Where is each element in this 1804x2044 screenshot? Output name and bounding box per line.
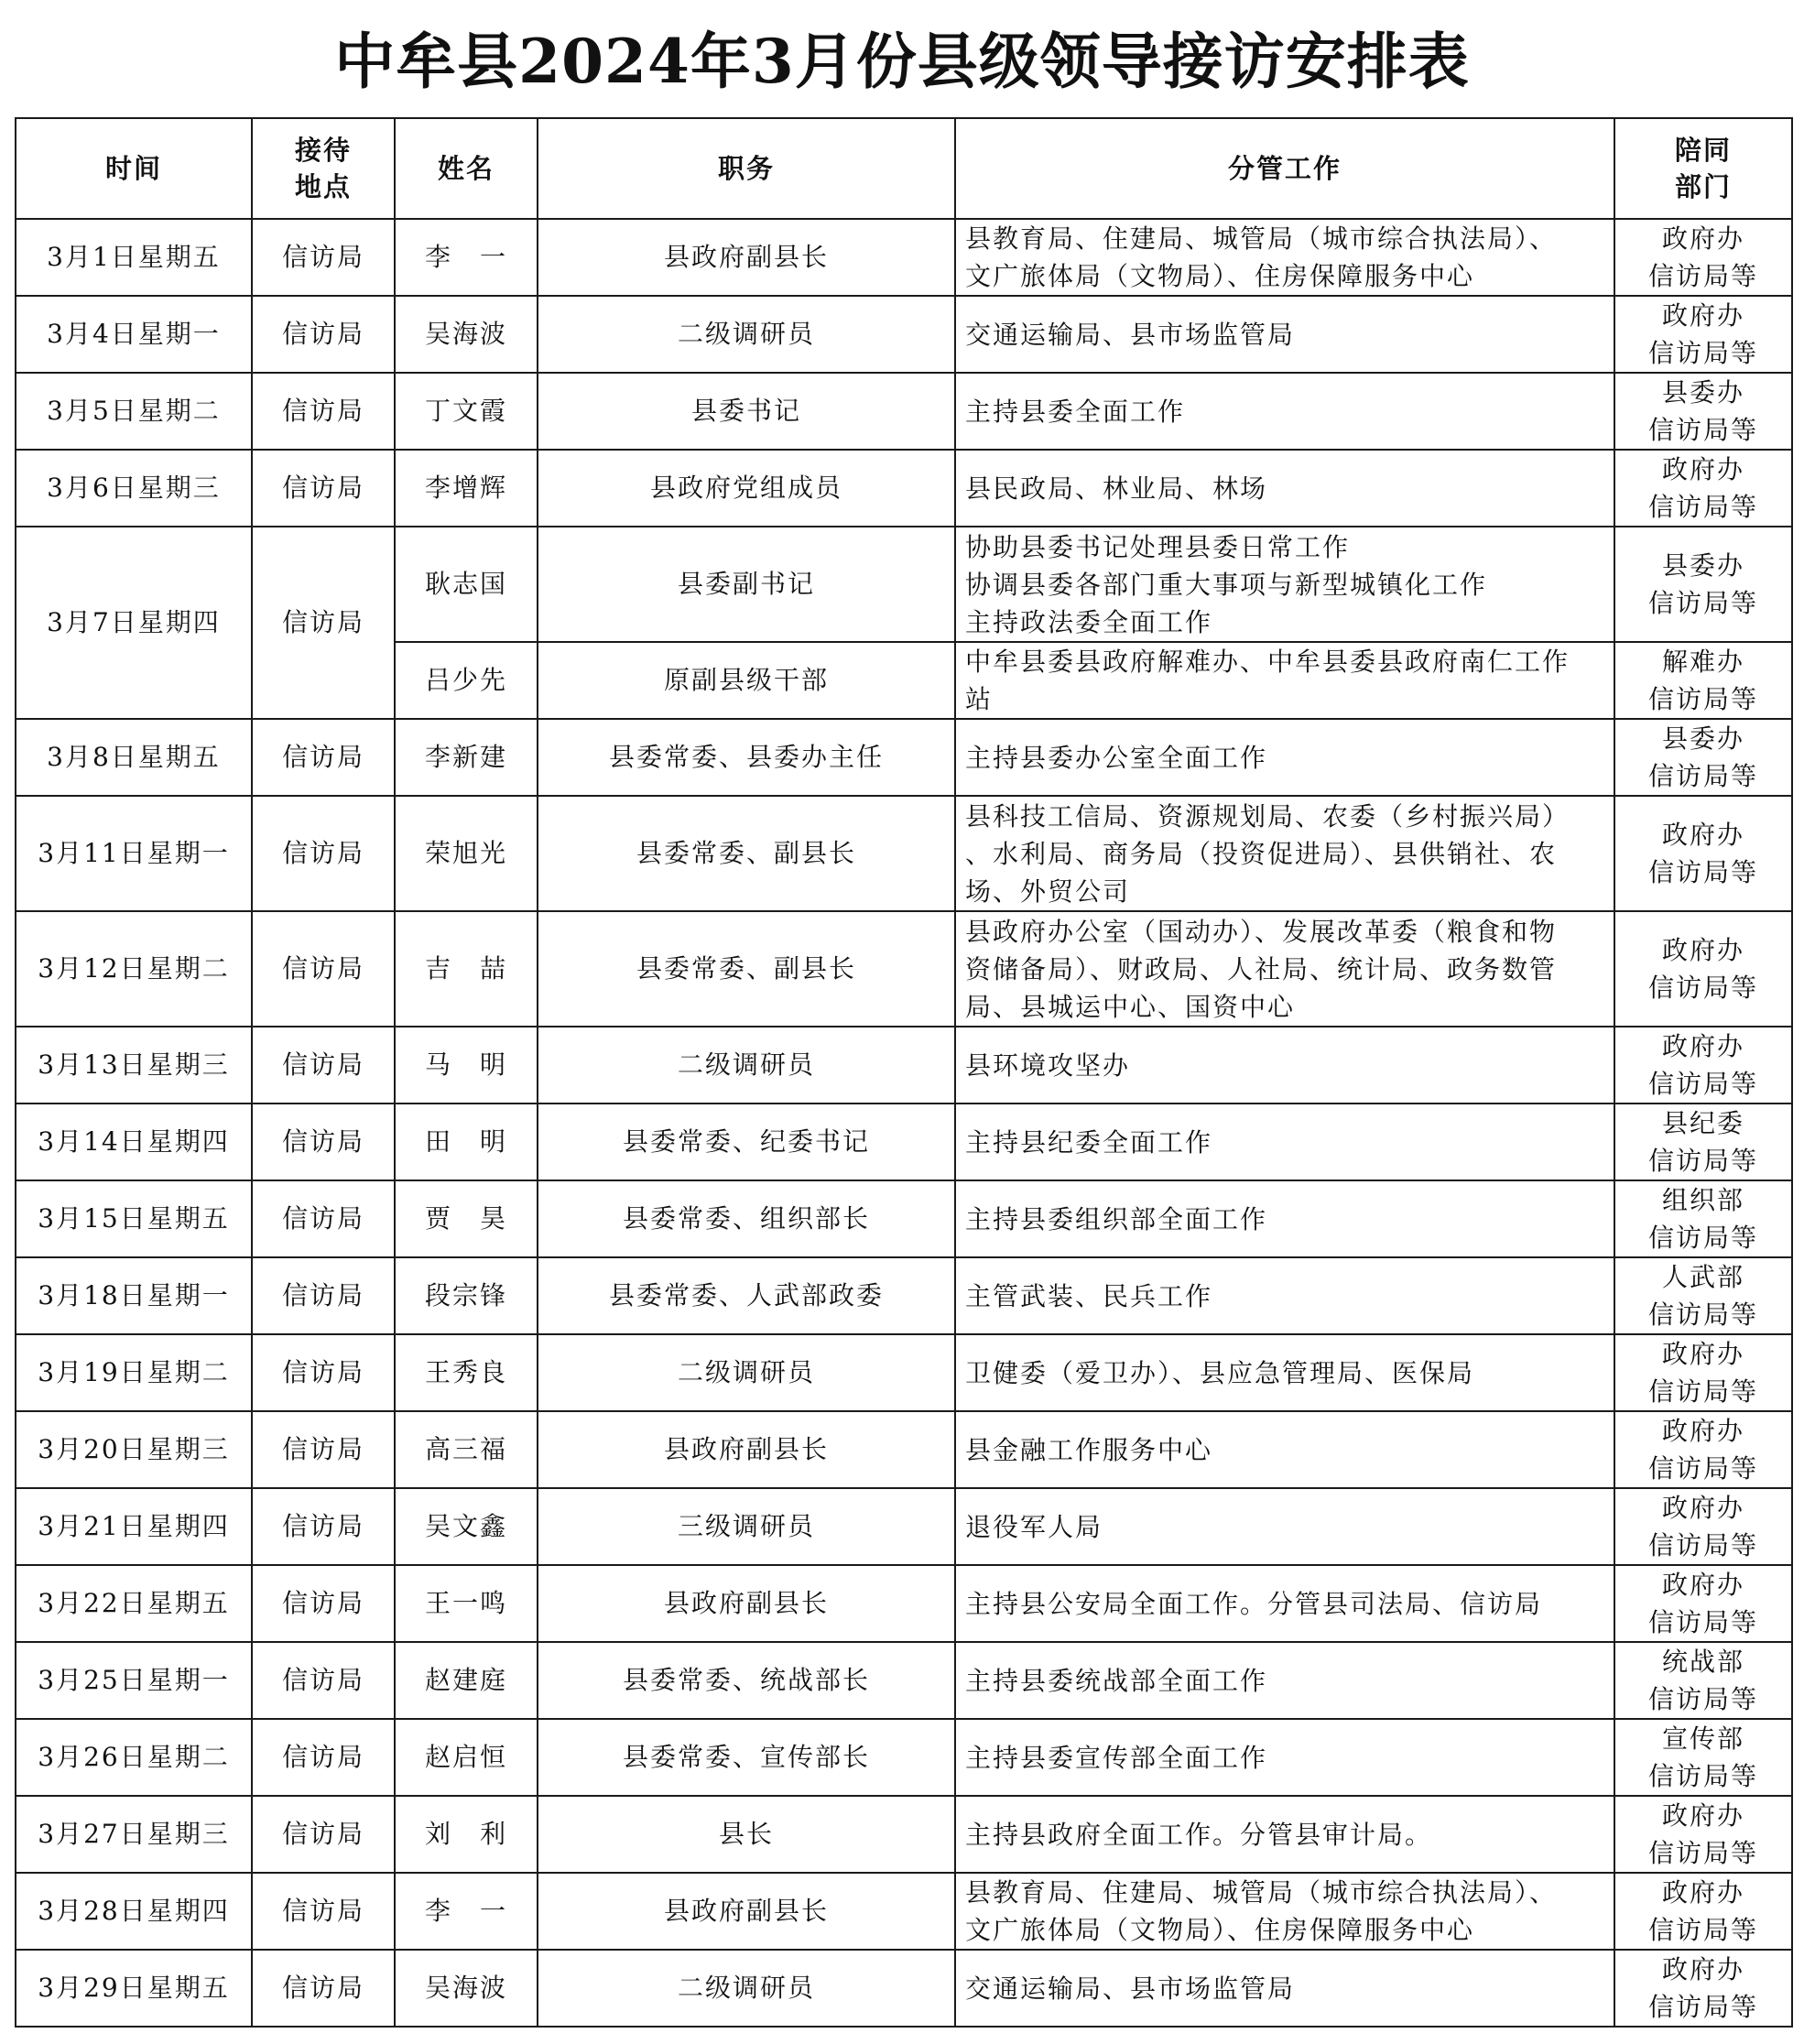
header-name: 姓名 [395,118,538,219]
accompany-cell: 政府办 信访局等 [1614,1873,1792,1950]
header-duty: 分管工作 [955,118,1614,219]
duty-cell: 退役军人局 [955,1488,1614,1565]
page-title: 中牟县2024年3月份县级领导接访安排表 [334,26,1470,97]
date-cell: 3月18日星期一 [16,1257,252,1334]
place-cell: 信访局 [252,796,395,911]
position-cell: 县委常委、副县长 [538,796,955,911]
place-cell: 信访局 [252,1488,395,1565]
date-cell: 3月1日星期五 [16,219,252,296]
table-row [16,796,1792,911]
name-cell: 王一鸣 [395,1565,538,1642]
header-accompany: 陪同 部门 [1614,118,1792,219]
date-cell: 3月8日星期五 [16,719,252,796]
accompany-cell: 组织部 信访局等 [1614,1180,1792,1257]
date-cell: 3月28日星期四 [16,1873,252,1950]
name-cell: 马 明 [395,1027,538,1104]
place-cell: 信访局 [252,527,395,719]
date-cell: 3月19日星期二 [16,1334,252,1411]
duty-cell: 县科技工信局、资源规划局、农委（乡村振兴局） 、水利局、商务局（投资促进局）、县供销社、农 场、外贸公司 [955,796,1614,911]
place-cell: 信访局 [252,1873,395,1950]
place-cell: 信访局 [252,1257,395,1334]
name-cell: 吉 喆 [395,911,538,1027]
duty-cell: 县教育局、住建局、城管局（城市综合执法局）、 文广旅体局（文物局）、住房保障服务中心 [955,219,1614,296]
duty-cell: 主持县委全面工作 [955,373,1614,450]
position-cell: 县委常委、人武部政委 [538,1257,955,1334]
duty-cell: 县政府办公室（国动办）、发展改革委（粮食和物 资储备局）、财政局、人社局、统计局、政务数管 局、县城运中心、国资中心 [955,911,1614,1027]
header-position: 职务 [538,118,955,219]
position-cell: 原副县级干部 [538,642,955,719]
table-row [16,219,1792,296]
accompany-cell: 政府办 信访局等 [1614,1565,1792,1642]
place-cell: 信访局 [252,1334,395,1411]
accompany-cell: 政府办 信访局等 [1614,911,1792,1027]
name-cell: 吴海波 [395,296,538,373]
place-cell: 信访局 [252,1565,395,1642]
date-cell: 3月20日星期三 [16,1411,252,1488]
position-cell: 二级调研员 [538,1950,955,2027]
duty-cell: 主持县政府全面工作。分管县审计局。 [955,1796,1614,1873]
place-cell: 信访局 [252,1104,395,1180]
place-cell: 信访局 [252,1027,395,1104]
name-cell: 耿志国 [395,527,538,642]
table-row [16,1950,1792,2027]
date-cell: 3月25日星期一 [16,1642,252,1719]
header-time: 时间 [16,118,252,219]
table-row [16,1411,1792,1488]
position-cell: 县政府副县长 [538,1565,955,1642]
date-cell: 3月27日星期三 [16,1796,252,1873]
accompany-cell: 县委办 信访局等 [1614,719,1792,796]
duty-cell: 县金融工作服务中心 [955,1411,1614,1488]
duty-cell: 县教育局、住建局、城管局（城市综合执法局）、 文广旅体局（文物局）、住房保障服务中心 [955,1873,1614,1950]
name-cell: 贾 昊 [395,1180,538,1257]
duty-cell: 主持县纪委全面工作 [955,1104,1614,1180]
place-cell: 信访局 [252,1642,395,1719]
header-row [16,118,1792,219]
accompany-cell: 政府办 信访局等 [1614,1488,1792,1565]
position-cell: 二级调研员 [538,1334,955,1411]
table-row [16,1488,1792,1565]
place-cell: 信访局 [252,1180,395,1257]
table-row [16,1565,1792,1642]
accompany-cell: 政府办 信访局等 [1614,450,1792,527]
name-cell: 丁文霞 [395,373,538,450]
accompany-cell: 统战部 信访局等 [1614,1642,1792,1719]
table-row [16,450,1792,527]
position-cell: 二级调研员 [538,296,955,373]
position-cell: 县委常委、组织部长 [538,1180,955,1257]
date-cell: 3月13日星期三 [16,1027,252,1104]
duty-cell: 卫健委（爱卫办）、县应急管理局、医保局 [955,1334,1614,1411]
duty-cell: 县环境攻坚办 [955,1027,1614,1104]
accompany-cell: 县委办 信访局等 [1614,527,1792,642]
place-cell: 信访局 [252,373,395,450]
position-cell: 县委常委、县委办主任 [538,719,955,796]
duty-cell: 主持县公安局全面工作。分管县司法局、信访局 [955,1565,1614,1642]
accompany-cell: 政府办 信访局等 [1614,1027,1792,1104]
table-row [16,1257,1792,1334]
position-cell: 县政府副县长 [538,1873,955,1950]
place-cell: 信访局 [252,719,395,796]
date-cell: 3月15日星期五 [16,1180,252,1257]
table-row [16,296,1792,373]
accompany-cell: 宣传部 信访局等 [1614,1719,1792,1796]
name-cell: 刘 利 [395,1796,538,1873]
position-cell: 二级调研员 [538,1027,955,1104]
accompany-cell: 政府办 信访局等 [1614,1950,1792,2027]
table-row [16,1796,1792,1873]
date-cell: 3月5日星期二 [16,373,252,450]
table-row [16,1027,1792,1104]
accompany-cell: 县委办 信访局等 [1614,373,1792,450]
accompany-cell: 县纪委 信访局等 [1614,1104,1792,1180]
position-cell: 县政府副县长 [538,219,955,296]
date-cell: 3月26日星期二 [16,1719,252,1796]
position-cell: 县委常委、宣传部长 [538,1719,955,1796]
place-cell: 信访局 [252,1950,395,2027]
table-row [16,1334,1792,1411]
header-place: 接待 地点 [252,118,395,219]
date-cell: 3月29日星期五 [16,1950,252,2027]
duty-cell: 主管武装、民兵工作 [955,1257,1614,1334]
name-cell: 田 明 [395,1104,538,1180]
place-cell: 信访局 [252,1719,395,1796]
duty-cell: 主持县委宣传部全面工作 [955,1719,1614,1796]
schedule-table [15,117,1793,2028]
date-cell: 3月14日星期四 [16,1104,252,1180]
duty-cell: 协助县委书记处理县委日常工作 协调县委各部门重大事项与新型城镇化工作 主持政法委全面工作 [955,527,1614,642]
duty-cell: 交通运输局、县市场监管局 [955,296,1614,373]
name-cell: 李增辉 [395,450,538,527]
name-cell: 吴文鑫 [395,1488,538,1565]
name-cell: 王秀良 [395,1334,538,1411]
table-row [16,1719,1792,1796]
place-cell: 信访局 [252,1411,395,1488]
position-cell: 县委副书记 [538,527,955,642]
name-cell: 吴海波 [395,1950,538,2027]
date-cell: 3月11日星期一 [16,796,252,911]
date-cell: 3月12日星期二 [16,911,252,1027]
name-cell: 段宗锋 [395,1257,538,1334]
table-row [16,373,1792,450]
table-row [16,911,1792,1027]
name-cell: 荣旭光 [395,796,538,911]
duty-cell: 主持县委办公室全面工作 [955,719,1614,796]
place-cell: 信访局 [252,1796,395,1873]
date-cell: 3月4日星期一 [16,296,252,373]
name-cell: 李 一 [395,1873,538,1950]
place-cell: 信访局 [252,219,395,296]
position-cell: 县委常委、统战部长 [538,1642,955,1719]
name-cell: 李 一 [395,219,538,296]
position-cell: 县长 [538,1796,955,1873]
position-cell: 县委常委、纪委书记 [538,1104,955,1180]
date-cell: 3月21日星期四 [16,1488,252,1565]
accompany-cell: 政府办 信访局等 [1614,219,1792,296]
table-row [16,527,1792,642]
date-cell: 3月6日星期三 [16,450,252,527]
table-row [16,1104,1792,1180]
date-cell: 3月22日星期五 [16,1565,252,1642]
accompany-cell: 政府办 信访局等 [1614,1796,1792,1873]
duty-cell: 县民政局、林业局、林场 [955,450,1614,527]
position-cell: 县委书记 [538,373,955,450]
duty-cell: 主持县委统战部全面工作 [955,1642,1614,1719]
duty-cell: 中牟县委县政府解难办、中牟县委县政府南仁工作 站 [955,642,1614,719]
accompany-cell: 政府办 信访局等 [1614,1411,1792,1488]
accompany-cell: 解难办 信访局等 [1614,642,1792,719]
name-cell: 赵启恒 [395,1719,538,1796]
place-cell: 信访局 [252,450,395,527]
name-cell: 赵建庭 [395,1642,538,1719]
duty-cell: 主持县委组织部全面工作 [955,1180,1614,1257]
position-cell: 三级调研员 [538,1488,955,1565]
place-cell: 信访局 [252,911,395,1027]
duty-cell: 交通运输局、县市场监管局 [955,1950,1614,2027]
date-cell: 3月7日星期四 [16,527,252,719]
accompany-cell: 人武部 信访局等 [1614,1257,1792,1334]
table-row [16,1873,1792,1950]
table-row [16,719,1792,796]
position-cell: 县委常委、副县长 [538,911,955,1027]
accompany-cell: 政府办 信访局等 [1614,796,1792,911]
accompany-cell: 政府办 信访局等 [1614,296,1792,373]
position-cell: 县政府副县长 [538,1411,955,1488]
accompany-cell: 政府办 信访局等 [1614,1334,1792,1411]
position-cell: 县政府党组成员 [538,450,955,527]
place-cell: 信访局 [252,296,395,373]
table-row [16,1642,1792,1719]
name-cell: 吕少先 [395,642,538,719]
table-row [16,1180,1792,1257]
name-cell: 高三福 [395,1411,538,1488]
name-cell: 李新建 [395,719,538,796]
